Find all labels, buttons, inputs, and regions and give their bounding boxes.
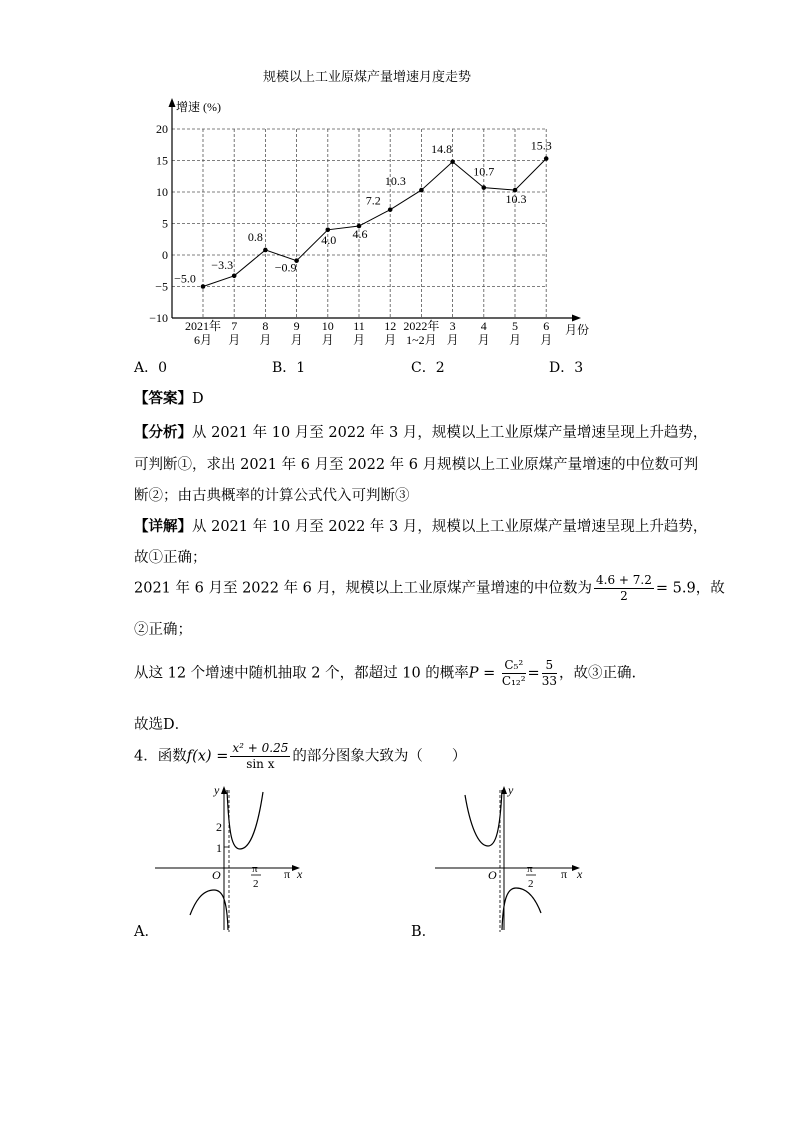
data-point — [232, 273, 237, 278]
median-result: = 5.9 — [655, 580, 696, 597]
x-tick-label-top: 4 — [480, 319, 487, 333]
analysis-line-1 — [134, 421, 707, 442]
graph-b-curve-left — [465, 790, 502, 846]
data-label: 7.2 — [365, 193, 381, 208]
graph-b-pihalf-num: π — [527, 863, 533, 875]
prob-variable: P — [468, 665, 479, 682]
data-label: 10.3 — [384, 174, 406, 189]
chart-title: 规模以上工业原煤产量增速月度走势 — [262, 70, 471, 85]
y-tick-label: 10 — [156, 185, 168, 199]
prob-result-fraction — [542, 658, 557, 689]
x-tick-label-top: 6 — [543, 319, 550, 333]
median-text: 2021 年 6 月至 2022 年 6 月，规模以上工业原煤产量增速的中位数为 — [134, 580, 593, 597]
data-point — [450, 159, 455, 164]
y-tick-label: 0 — [162, 248, 168, 262]
answer-tag: 【答案】 — [134, 390, 192, 407]
detail-line-6: 故选D． — [134, 717, 190, 733]
data-label: 10.7 — [473, 164, 495, 179]
x-tick-labels — [185, 318, 552, 347]
data-point — [419, 188, 424, 193]
y-tick-label: 15 — [156, 153, 168, 168]
analysis-tag: 【分析】 — [134, 424, 192, 441]
prob-result-numerator: 5 — [542, 658, 557, 674]
x-tick-label-bottom: 月 — [352, 333, 366, 347]
graph-b-label: B． — [411, 924, 437, 940]
prob-equals: = — [527, 665, 540, 682]
detail-text-1: 从 2021 年 10 月至 2022 年 3 月，规模以上工业原煤产量增速呈现上升趋势， — [192, 519, 708, 535]
option-b: B．1 — [272, 360, 306, 376]
x-tick-label-top: 5 — [512, 319, 518, 333]
graph-a-ylabel: y — [214, 783, 220, 797]
x-tick-label-top: 2021年 — [184, 319, 222, 333]
y-tick-label: −10 — [149, 311, 168, 325]
q4-function: f(x) = — [186, 748, 229, 765]
x-axis-label: 月份 — [565, 323, 590, 337]
x-tick-label-top: 10 — [321, 319, 334, 333]
median-post: ，故 — [695, 580, 725, 597]
detail-line-4: ②正确； — [134, 622, 192, 638]
q4-numerator: x² + 0.25 — [232, 741, 289, 755]
data-label: 14.8 — [431, 141, 453, 156]
data-label: −5.0 — [174, 271, 196, 286]
graph-a-label: A． — [134, 924, 159, 940]
x-tick-label-bottom: 月 — [508, 333, 522, 347]
chart-grid — [172, 129, 546, 318]
x-tick-label-bottom: 月 — [290, 333, 303, 347]
detail-tag: 【详解】 — [134, 518, 192, 535]
x-tick-label-top: 9 — [293, 319, 300, 333]
data-label: 15.3 — [530, 138, 552, 153]
x-tick-label-top: 11 — [353, 319, 365, 333]
chart-axes — [169, 98, 582, 322]
x-tick-label-bottom: 1~2月 — [406, 333, 437, 347]
data-label: 4.6 — [352, 227, 368, 242]
graph-a-y-arrow — [221, 786, 227, 794]
data-label: 0.8 — [247, 229, 263, 244]
detail-line-2: 故①正确； — [134, 550, 207, 566]
graph-b-xlabel: x — [577, 867, 583, 881]
answer-line — [134, 387, 204, 408]
x-axis-arrow — [572, 315, 581, 322]
prob-text: 从这 12 个增速中随机抽取 2 个，都超过 10 的概率 — [134, 665, 469, 682]
graph-b — [430, 780, 590, 940]
x-tick-label-bottom: 月 — [321, 333, 334, 347]
x-tick-label-bottom: 月 — [446, 333, 459, 347]
answer-value: D — [192, 391, 204, 407]
y-axis-label: 增速 (%) — [176, 100, 221, 114]
prob-fraction — [502, 658, 526, 689]
graph-b-pi: π — [561, 867, 568, 881]
analysis-line-2: 可判断①，求出 2021 年 6 月至 2022 年 6 月规模以上工业原煤产量增速的中位数可判 — [134, 457, 699, 473]
option-d: D．3 — [549, 360, 584, 376]
y-tick-labels — [149, 122, 168, 325]
data-label: 10.3 — [505, 192, 527, 207]
graph-b-curve-right — [502, 888, 541, 930]
graph-a-pi: π — [284, 867, 291, 881]
graph-a-pihalf-num: π — [252, 863, 258, 875]
option-c: C．2 — [411, 360, 445, 376]
x-tick-label-bottom: 月 — [540, 333, 553, 347]
data-point — [201, 284, 206, 289]
option-a: A．0 — [134, 360, 168, 376]
median-numerator: 4.6 + 7.2 — [596, 573, 652, 587]
graph-a-tick-1: 1 — [216, 841, 222, 855]
median-denominator: 2 — [620, 589, 628, 603]
question-4 — [134, 741, 466, 772]
prob-result-denominator: 33 — [541, 674, 557, 688]
x-tick-label-top: 12 — [384, 319, 397, 333]
x-tick-label-top: 8 — [262, 319, 269, 333]
data-point — [263, 248, 268, 253]
graph-b-origin: O — [488, 868, 497, 882]
data-point — [388, 207, 393, 212]
graph-a-curve-left — [190, 890, 228, 930]
detail-line-5: 从这 12 个增速中随机抽取 2 个，都超过 10 的概率P = $\frac{\text{C₅²}}{\text{C₁₂²}}$ = $\frac{5}{33}$ ，故③正确. — [134, 658, 637, 688]
data-label: −3.3 — [211, 257, 234, 272]
graph-b-ylabel: y — [508, 783, 514, 797]
x-tick-label-top: 7 — [231, 319, 238, 333]
x-tick-label-bottom: 月 — [477, 333, 490, 347]
x-tick-label-top: 2022年 — [403, 319, 440, 333]
analysis-line-3: 断②；由古典概率的计算公式代入可判断③ — [134, 488, 410, 504]
q4-prefix: 4．函数 — [134, 748, 187, 765]
x-tick-label-bottom: 月 — [384, 333, 397, 347]
series-line — [203, 159, 546, 287]
graph-a-tick-2: 2 — [216, 820, 222, 834]
data-label: −0.9 — [274, 260, 297, 275]
y-tick-label: −5 — [155, 279, 168, 294]
graph-a-curve-right — [227, 790, 263, 849]
prob-numerator: C₅² — [502, 658, 526, 674]
data-point — [544, 156, 549, 161]
data-point — [482, 185, 487, 190]
y-tick-label: 5 — [162, 216, 168, 231]
x-tick-label-bottom: 6月 — [193, 333, 213, 347]
graph-a-pihalf-den: 2 — [253, 878, 259, 890]
data-label: 4.0 — [321, 232, 337, 247]
analysis-text-1: 从 2021 年 10 月至 2022 年 3 月，规模以上工业原煤产量增速呈现上升趋势， — [192, 425, 708, 441]
growth-line-chart — [0, 0, 794, 360]
q4-denominator: sin x — [246, 757, 275, 771]
graph-a — [150, 780, 310, 940]
y-tick-label: 20 — [156, 122, 168, 136]
median-fraction — [594, 573, 654, 604]
x-tick-label-top: 3 — [449, 319, 456, 333]
detail-line-3 — [134, 573, 725, 604]
q4-suffix: 的部分图象大致为（ ） — [292, 748, 467, 765]
prob-denominator: C₁₂² — [501, 674, 526, 688]
graph-a-xlabel: x — [297, 867, 303, 881]
graph-a-origin: O — [212, 868, 221, 882]
graph-b-pihalf-den: 2 — [528, 878, 534, 890]
y-axis-arrow — [169, 98, 176, 107]
detail-line-1 — [134, 515, 707, 536]
x-tick-label-bottom: 月 — [259, 333, 272, 347]
x-tick-label-bottom: 月 — [228, 333, 241, 347]
prob-post: ，故③正确. — [558, 665, 637, 682]
data-point — [326, 228, 331, 233]
q4-fraction — [230, 741, 290, 772]
data-points — [201, 156, 549, 288]
